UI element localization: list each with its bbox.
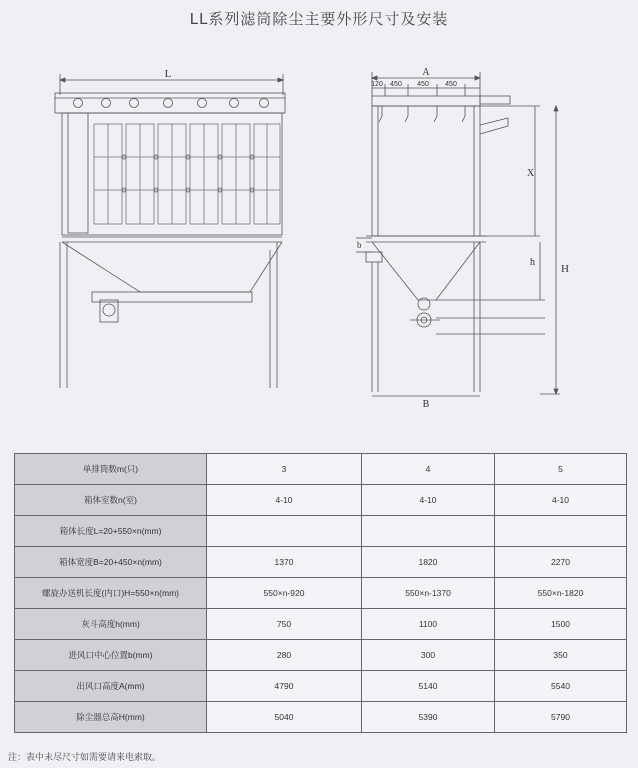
- cell: 1370: [207, 547, 362, 578]
- row-label: 灰斗高度h(mm): [15, 609, 207, 640]
- dim-seg-4: 450: [445, 81, 457, 88]
- row-label: 进风口中心位置b(mm): [15, 640, 207, 671]
- cell: [362, 516, 495, 547]
- cell: 5: [495, 454, 627, 485]
- table-row: [15, 547, 627, 578]
- cell: 3: [207, 454, 362, 485]
- cell: 550×n-920: [207, 578, 362, 609]
- table-row: [15, 485, 627, 516]
- table-row: [15, 640, 627, 671]
- row-label: 螺旋办送机长度(内口)H=550×n(mm): [15, 578, 207, 609]
- dim-seg-2: 450: [390, 81, 402, 88]
- cell: 1500: [495, 609, 627, 640]
- page-title: LL系列滤筒除尘主要外形尺寸及安装: [189, 10, 449, 28]
- row-label: 箱体宽度B=20+450×n(mm): [15, 547, 207, 578]
- row-label: 除尘器总高H(mm): [15, 702, 207, 733]
- cell: 5390: [362, 702, 495, 733]
- cell: 300: [362, 640, 495, 671]
- cell: 550×n-1820: [495, 578, 627, 609]
- cell: 5540: [495, 671, 627, 702]
- table-row: [15, 578, 627, 609]
- cell: 750: [207, 609, 362, 640]
- table-row: [15, 516, 627, 547]
- cell: 5140: [362, 671, 495, 702]
- table-row: [15, 702, 627, 733]
- cell: 2270: [495, 547, 627, 578]
- row-label: 单排筒数m(只): [15, 454, 207, 485]
- cell: [495, 516, 627, 547]
- dim-B-label: B: [422, 399, 430, 410]
- dim-L-label: L: [164, 68, 172, 80]
- dim-h-label: h: [530, 257, 535, 268]
- footnote: 注：表中未尽尺寸如需要请来电索取。: [8, 753, 162, 763]
- dim-H-label: H: [561, 263, 569, 275]
- row-label: 箱体室数n(室): [15, 485, 207, 516]
- table-row: [15, 609, 627, 640]
- cell: 4: [362, 454, 495, 485]
- cell: 350: [495, 640, 627, 671]
- cell: 5790: [495, 702, 627, 733]
- cell: 4-10: [207, 485, 362, 516]
- dim-A-label: A: [422, 67, 430, 78]
- cell: 5040: [207, 702, 362, 733]
- dim-X-label: X: [527, 168, 535, 179]
- cell: [207, 516, 362, 547]
- cell: 550×n-1370: [362, 578, 495, 609]
- cell: 1100: [362, 609, 495, 640]
- dim-seg-1: 120: [371, 81, 383, 88]
- row-label: 箱体长度L=20+550×n(mm): [15, 516, 207, 547]
- spec-table: [14, 453, 627, 733]
- cell: 4790: [207, 671, 362, 702]
- dim-b-label: b: [357, 240, 362, 250]
- dim-seg-3: 450: [417, 81, 429, 88]
- cell: 280: [207, 640, 362, 671]
- table-row: [15, 671, 627, 702]
- table-row: [15, 454, 627, 485]
- spec-table-body: [15, 454, 627, 733]
- cell: 4-10: [495, 485, 627, 516]
- cell: 4-10: [362, 485, 495, 516]
- cell: 1820: [362, 547, 495, 578]
- row-label: 出风口高度A(mm): [15, 671, 207, 702]
